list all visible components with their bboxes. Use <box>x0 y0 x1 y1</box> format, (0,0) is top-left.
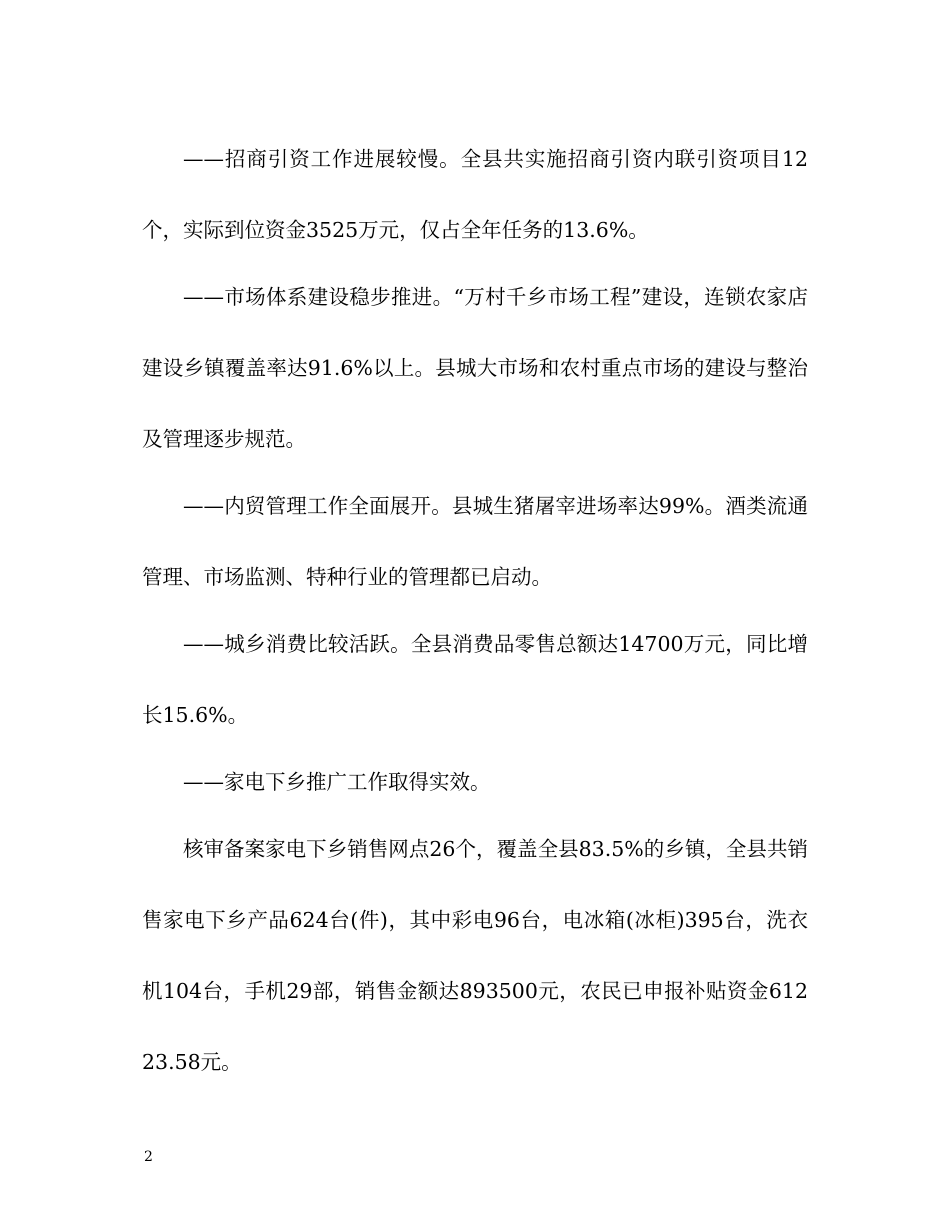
document-body <box>142 124 808 1094</box>
paragraph-market-system: ——市场体系建设稳步推进。“万村千乡市场工程”建设，连锁农家店建设乡镇覆盖率达91.6%以上。县城大市场和农村重点市场的建设与整治及管理逐步规范。 <box>142 285 808 451</box>
paragraph-investment: ——招商引资工作进展较慢。全县共实施招商引资内联引资项目12个，实际到位资金3525万元，仅占全年任务的13.6%。 <box>142 147 808 242</box>
paragraph-appliances-detail: 核审备案家电下乡销售网点26个，覆盖全县83.5%的乡镇，全县共销售家电下乡产品624台(件)，其中彩电96台，电冰箱(冰柜)395台，洗衣机104台，手机29部，销售金额达893500元，农民已申报补贴资金61223.58元。 <box>142 837 808 1074</box>
paragraph-domestic-trade: ——内贸管理工作全面展开。县城生猪屠宰进场率达99%。酒类流通管理、市场监测、特种行业的管理都已启动。 <box>142 494 808 589</box>
paragraph-consumption: ——城乡消费比较活跃。全县消费品零售总额达14700万元，同比增长15.6%。 <box>142 632 808 727</box>
paragraph-appliances-heading: ——家电下乡推广工作取得实效。 <box>183 770 491 794</box>
page-number: 2 <box>144 1149 153 1165</box>
